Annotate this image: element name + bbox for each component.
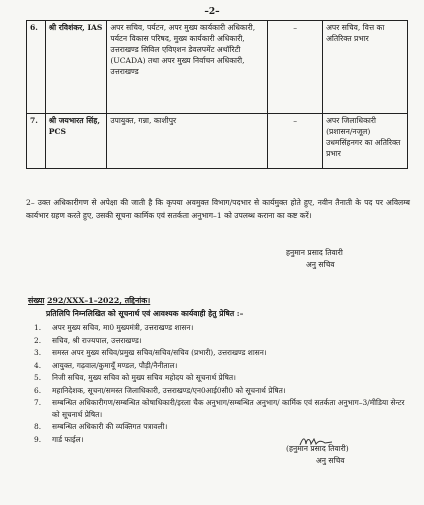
page-number: –2–	[204, 7, 220, 17]
signatory-designation: अनु सचिव	[306, 260, 335, 269]
table-row	[27, 114, 408, 169]
officer-table	[26, 20, 408, 169]
current-post: अपर सचिव, पर्यटन, अपर मुख्य कार्यकारी अधिकारी, पर्यटन विकास परिषद, मुख्य कार्यकारी अधिकारी, उत्तराखण्ड सिविल एविएशन डेवलपमेंट अथॉरिटी (UCADA) तथा अपर मुख्य निर्वाचन अधिकारी, उत्तराखण्ड	[107, 21, 268, 114]
signature-block-top	[286, 247, 343, 271]
serial-number: 6.	[27, 21, 46, 114]
list-item: 2. सचिव, श्री राज्यपाल, उत्तराखण्ड।	[34, 335, 142, 345]
serial-number: 7.	[27, 114, 46, 169]
order-number-value: 292/XXX–1–2022, तद्दिनांक।	[47, 296, 151, 305]
signatory-name-bracketed: (हनुमान प्रसाद तिवारी)	[286, 444, 349, 453]
list-item: 4. आयुक्त, गढ़वाल/कुमायूँ मण्डल, पौड़ी/नैनीताल।	[34, 360, 178, 370]
new-post: –	[268, 21, 323, 114]
table-row	[27, 21, 408, 114]
list-item: 3. समस्त अपर मुख्य सचिव/प्रमुख सचिव/सचिव/सचिव (प्रभारी), उत्तराखण्ड शासन।	[34, 348, 267, 357]
signature-block-bottom	[286, 443, 349, 467]
copy-intro: प्रतिलिपि निम्नलिखित को सूचनार्थ एवं आवश्यक कार्यवाही हेतु प्रेषित :–	[46, 309, 244, 318]
order-number	[28, 296, 150, 306]
list-item: 5. निजी सचिव, मुख्य सचिव को मुख्य सचिव महोदय को सूचनार्थ प्रेषित।	[34, 373, 236, 382]
officer-name: श्री रविशंकर, IAS	[45, 21, 107, 114]
additional-charge: अपर सचिव, वित्त का अतिरिक्त प्रभार	[323, 21, 408, 114]
current-post: उपायुक्त, गन्ना, काशीपुर	[107, 114, 268, 169]
recipient-list	[34, 322, 414, 446]
officer-name: श्री जयभारत सिंह, PCS	[45, 114, 107, 169]
list-item: 1. अपर मुख्य सचिव, मा0 मुख्यमंत्री, उत्तराखण्ड शासन।	[34, 323, 194, 332]
signatory-name: हनुमान प्रसाद तिवारी	[286, 248, 343, 257]
additional-charge: अपर जिलाधिकारी (प्रशासन/नजूल) उधमसिंहनगर का अतिरिक्त प्रभार	[323, 114, 408, 169]
list-item: 7. सम्बन्धित अधिकारीगण/सम्बन्धित कोषाधिकारी/इरला चैक अनुभाग/सम्बन्धित अनुभाग/ कार्मिक एवं सतर्कता अनुभाग–3/मीडिया सेन्टर को सूचनार्थ प्रेषित।	[34, 398, 405, 419]
signatory-designation: अनु सचिव	[316, 456, 345, 465]
new-post: –	[268, 114, 323, 169]
list-item: 8. सम्बन्धित अधिकारी की व्यक्तिगत पत्रावली।	[34, 422, 168, 431]
instruction-paragraph: 2– उक्त अधिकारीगण से अपेक्षा की जाती है कि कृपया अवमुक्त विभाग/पदभार से कार्यमुक्त होते हुए, नवीन तैनाती के पद पर अविलम्ब कार्यभार ग्रहण करते हुए, उसकी सूचना कार्मिक एवं सतर्कता अनुभाग–1 को उपलब्ध कराना का कष्ट करें।	[26, 198, 410, 220]
order-prefix: संख्या	[28, 296, 45, 305]
list-item: 9. गार्ड फाईल।	[34, 434, 84, 444]
list-item: 6. महानिदेशक, सूचना/समस्त जिलाधिकारी, उत्तराखण्ड/एन0आई0सी0 को सूचनार्थ प्रेषित।	[34, 385, 286, 395]
